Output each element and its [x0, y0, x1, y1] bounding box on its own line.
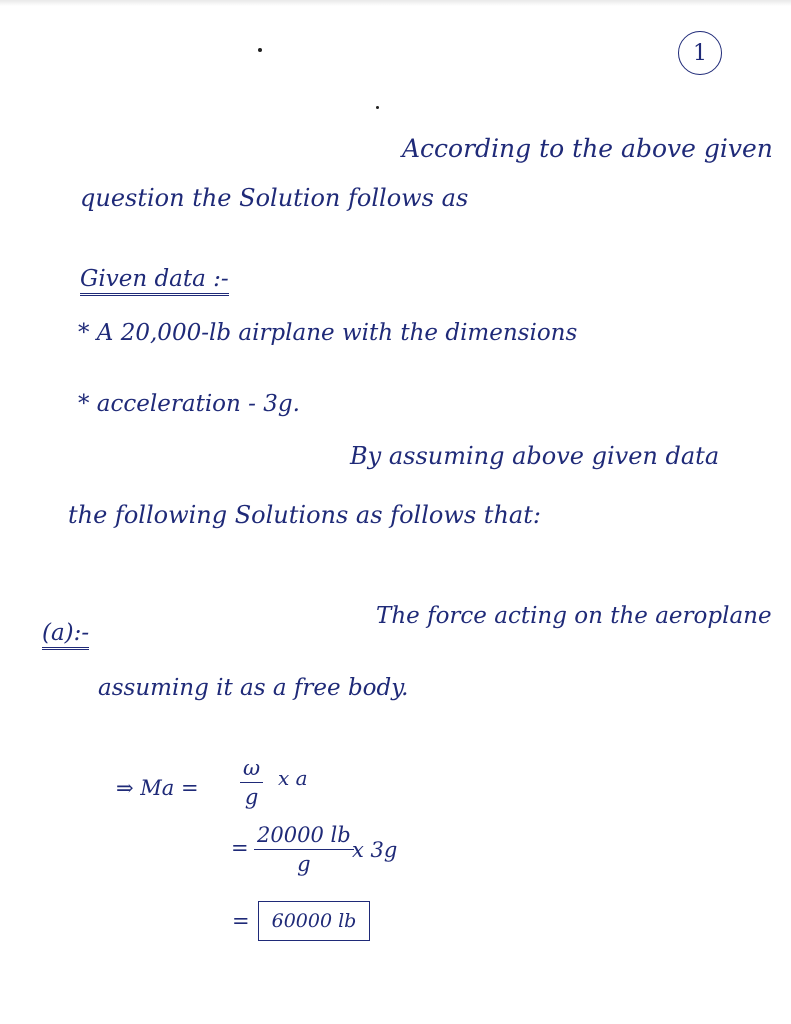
assumption-line-1: By assuming above given data: [350, 442, 720, 470]
page-number: 1: [678, 31, 722, 75]
assumption-line-2: the following Solutions as follows that:: [68, 501, 541, 529]
given-item-1: * A 20,000-lb airplane with the dimensions: [78, 320, 578, 346]
equals-sign: =: [231, 836, 249, 860]
given-item-2: * acceleration - 3g.: [78, 391, 300, 417]
fraction-numerator: 20000 lb: [254, 825, 354, 850]
times-a: x a: [278, 766, 308, 790]
intro-line-1: According to the above given: [402, 134, 773, 163]
equation-implies: ⇒ Ma =: [116, 776, 199, 800]
part-a-line-1: The force acting on the aeroplane: [376, 603, 772, 629]
scan-edge: [0, 0, 791, 6]
equals-sign: =: [232, 909, 250, 933]
given-heading: Given data :-: [80, 268, 229, 296]
intro-line-2: question the Solution follows as: [80, 184, 469, 212]
part-a-line-2: assuming it as a free body.: [98, 675, 409, 701]
ink-dot: [258, 48, 262, 52]
fraction-denominator: g: [297, 852, 311, 876]
part-a-label: (a):-: [42, 622, 89, 650]
fraction-w-over-g: [240, 758, 263, 808]
fraction-denominator: g: [244, 785, 259, 809]
result-box: 60000 lb: [258, 901, 370, 941]
fraction-numerator: ω: [240, 758, 263, 783]
times-3g: x 3g: [352, 838, 398, 862]
ink-dot: [376, 106, 379, 109]
fraction-weight-over-g: [254, 825, 354, 875]
